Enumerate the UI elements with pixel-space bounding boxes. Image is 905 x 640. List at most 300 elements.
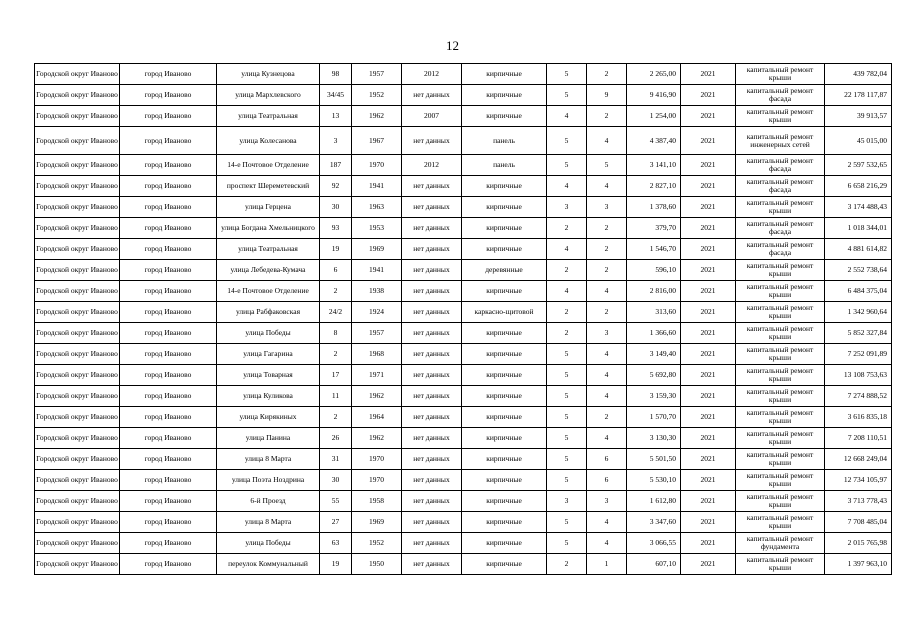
street-cell: улица Мархлевского [217,85,320,106]
settlement-cell: город Иваново [120,449,217,470]
plan-year-cell: 2021 [681,533,736,554]
street-cell: улица Лебедева-Кумача [217,260,320,281]
floors-cell: 2 [547,218,587,239]
settlement-cell: город Иваново [120,127,217,155]
entrances-cell: 2 [587,64,627,85]
table-row [35,386,892,407]
entrances-cell: 2 [587,260,627,281]
table-row [35,302,892,323]
last-repair-year-cell: 2012 [402,64,462,85]
cost-cell: 13 108 753,63 [825,365,892,386]
area-cell: 1 254,00 [627,106,681,127]
last-repair-year-cell: нет данных [402,449,462,470]
house-number-cell: 2 [320,407,352,428]
street-cell: улица Товарная [217,365,320,386]
cost-cell: 7 708 485,04 [825,512,892,533]
area-cell: 2 265,00 [627,64,681,85]
house-number-cell: 8 [320,323,352,344]
table-row [35,155,892,176]
last-repair-year-cell: нет данных [402,554,462,575]
settlement-cell: город Иваново [120,106,217,127]
work-type-cell: капитальный ремонт крыши [736,449,825,470]
cost-cell: 1 342 960,64 [825,302,892,323]
cost-cell: 2 552 738,64 [825,260,892,281]
settlement-cell: город Иваново [120,428,217,449]
cost-cell: 2 015 765,98 [825,533,892,554]
wall-material-cell: кирпичные [462,197,547,218]
entrances-cell: 2 [587,239,627,260]
house-number-cell: 2 [320,344,352,365]
settlement-cell: город Иваново [120,260,217,281]
settlement-cell: город Иваново [120,155,217,176]
table-row [35,554,892,575]
area-cell: 313,60 [627,302,681,323]
work-type-cell: капитальный ремонт крыши [736,260,825,281]
plan-year-cell: 2021 [681,554,736,575]
settlement-cell: город Иваново [120,365,217,386]
cost-cell: 6 658 216,29 [825,176,892,197]
last-repair-year-cell: 2007 [402,106,462,127]
cost-cell: 5 852 327,84 [825,323,892,344]
floors-cell: 2 [547,554,587,575]
plan-year-cell: 2021 [681,260,736,281]
last-repair-year-cell: нет данных [402,323,462,344]
municipality-cell: Городской округ Иваново [35,449,120,470]
last-repair-year-cell: нет данных [402,176,462,197]
floors-cell: 2 [547,260,587,281]
wall-material-cell: кирпичные [462,85,547,106]
year-built-cell: 1969 [352,512,402,533]
plan-year-cell: 2021 [681,64,736,85]
cost-cell: 22 178 117,87 [825,85,892,106]
street-cell: улица Театральная [217,106,320,127]
municipality-cell: Городской округ Иваново [35,197,120,218]
house-number-cell: 55 [320,491,352,512]
municipality-cell: Городской округ Иваново [35,344,120,365]
entrances-cell: 4 [587,344,627,365]
floors-cell: 5 [547,386,587,407]
last-repair-year-cell: нет данных [402,365,462,386]
year-built-cell: 1971 [352,365,402,386]
municipality-cell: Городской округ Иваново [35,302,120,323]
year-built-cell: 1969 [352,239,402,260]
street-cell: улица Кирякиных [217,407,320,428]
area-cell: 3 130,30 [627,428,681,449]
cost-cell: 1 397 963,10 [825,554,892,575]
municipality-cell: Городской округ Иваново [35,239,120,260]
street-cell: улица Панина [217,428,320,449]
cost-cell: 3 713 778,43 [825,491,892,512]
wall-material-cell: кирпичные [462,106,547,127]
floors-cell: 5 [547,512,587,533]
floors-cell: 5 [547,428,587,449]
table-row [35,64,892,85]
house-number-cell: 92 [320,176,352,197]
house-number-cell: 26 [320,428,352,449]
floors-cell: 5 [547,155,587,176]
work-type-cell: капитальный ремонт фасада [736,176,825,197]
cost-cell: 3 616 835,18 [825,407,892,428]
municipality-cell: Городской округ Иваново [35,155,120,176]
street-cell: улица Победы [217,323,320,344]
year-built-cell: 1962 [352,428,402,449]
entrances-cell: 4 [587,428,627,449]
floors-cell: 4 [547,281,587,302]
year-built-cell: 1941 [352,260,402,281]
year-built-cell: 1957 [352,64,402,85]
work-type-cell: капитальный ремонт крыши [736,407,825,428]
entrances-cell: 9 [587,85,627,106]
area-cell: 379,70 [627,218,681,239]
floors-cell: 5 [547,64,587,85]
municipality-cell: Городской округ Иваново [35,218,120,239]
table-row [35,106,892,127]
wall-material-cell: кирпичные [462,239,547,260]
settlement-cell: город Иваново [120,323,217,344]
floors-cell: 5 [547,407,587,428]
work-type-cell: капитальный ремонт крыши [736,491,825,512]
wall-material-cell: кирпичные [462,512,547,533]
entrances-cell: 4 [587,533,627,554]
plan-year-cell: 2021 [681,428,736,449]
street-cell: улица Победы [217,533,320,554]
area-cell: 5 501,50 [627,449,681,470]
table-row [35,470,892,491]
area-cell: 5 530,10 [627,470,681,491]
area-cell: 1 570,70 [627,407,681,428]
year-built-cell: 1941 [352,176,402,197]
municipality-cell: Городской округ Иваново [35,365,120,386]
year-built-cell: 1962 [352,106,402,127]
last-repair-year-cell: 2012 [402,155,462,176]
street-cell: улица Театральная [217,239,320,260]
entrances-cell: 4 [587,281,627,302]
table-row [35,365,892,386]
area-cell: 1 546,70 [627,239,681,260]
floors-cell: 5 [547,344,587,365]
entrances-cell: 3 [587,491,627,512]
area-cell: 1 612,80 [627,491,681,512]
plan-year-cell: 2021 [681,218,736,239]
last-repair-year-cell: нет данных [402,302,462,323]
house-number-cell: 24/2 [320,302,352,323]
plan-year-cell: 2021 [681,239,736,260]
street-cell: улица Поэта Ноздрина [217,470,320,491]
municipality-cell: Городской округ Иваново [35,64,120,85]
house-number-cell: 34/45 [320,85,352,106]
last-repair-year-cell: нет данных [402,533,462,554]
wall-material-cell: кирпичные [462,281,547,302]
entrances-cell: 2 [587,407,627,428]
area-cell: 2 816,00 [627,281,681,302]
wall-material-cell: деревянные [462,260,547,281]
work-type-cell: капитальный ремонт инженерных сетей [736,127,825,155]
house-number-cell: 3 [320,127,352,155]
year-built-cell: 1970 [352,470,402,491]
plan-year-cell: 2021 [681,155,736,176]
floors-cell: 5 [547,533,587,554]
area-cell: 1 366,60 [627,323,681,344]
house-number-cell: 98 [320,64,352,85]
floors-cell: 2 [547,323,587,344]
floors-cell: 5 [547,470,587,491]
last-repair-year-cell: нет данных [402,491,462,512]
floors-cell: 4 [547,239,587,260]
entrances-cell: 1 [587,554,627,575]
entrances-cell: 4 [587,386,627,407]
cost-cell: 12 734 105,97 [825,470,892,491]
settlement-cell: город Иваново [120,218,217,239]
wall-material-cell: кирпичные [462,491,547,512]
work-type-cell: капитальный ремонт крыши [736,554,825,575]
wall-material-cell: кирпичные [462,449,547,470]
plan-year-cell: 2021 [681,407,736,428]
table-row [35,239,892,260]
year-built-cell: 1962 [352,386,402,407]
floors-cell: 5 [547,365,587,386]
wall-material-cell: кирпичные [462,470,547,491]
house-number-cell: 17 [320,365,352,386]
work-type-cell: капитальный ремонт крыши [736,386,825,407]
settlement-cell: город Иваново [120,197,217,218]
table-row [35,85,892,106]
year-built-cell: 1967 [352,127,402,155]
street-cell: улица Куликова [217,386,320,407]
year-built-cell: 1970 [352,155,402,176]
plan-year-cell: 2021 [681,365,736,386]
plan-year-cell: 2021 [681,491,736,512]
area-cell: 607,10 [627,554,681,575]
street-cell: 6-й Проезд [217,491,320,512]
street-cell: улица Колесанова [217,127,320,155]
municipality-cell: Городской округ Иваново [35,470,120,491]
year-built-cell: 1952 [352,533,402,554]
entrances-cell: 6 [587,470,627,491]
wall-material-cell: кирпичные [462,554,547,575]
cost-cell: 39 913,57 [825,106,892,127]
street-cell: улица Гагарина [217,344,320,365]
table-row [35,176,892,197]
house-number-cell: 13 [320,106,352,127]
year-built-cell: 1963 [352,197,402,218]
plan-year-cell: 2021 [681,449,736,470]
wall-material-cell: кирпичные [462,386,547,407]
year-built-cell: 1938 [352,281,402,302]
house-number-cell: 2 [320,281,352,302]
house-number-cell: 93 [320,218,352,239]
wall-material-cell: каркасно-щитовой [462,302,547,323]
area-cell: 3 347,60 [627,512,681,533]
area-cell: 2 827,10 [627,176,681,197]
entrances-cell: 4 [587,365,627,386]
work-type-cell: капитальный ремонт фасада [736,85,825,106]
table-row [35,127,892,155]
table-row [35,449,892,470]
wall-material-cell: кирпичные [462,533,547,554]
floors-cell: 5 [547,85,587,106]
entrances-cell: 2 [587,302,627,323]
area-cell: 4 387,40 [627,127,681,155]
table-row [35,512,892,533]
floors-cell: 4 [547,106,587,127]
house-number-cell: 19 [320,239,352,260]
floors-cell: 3 [547,491,587,512]
table-row [35,533,892,554]
settlement-cell: город Иваново [120,176,217,197]
street-cell: 14-е Почтовое Отделение [217,281,320,302]
last-repair-year-cell: нет данных [402,85,462,106]
work-type-cell: капитальный ремонт крыши [736,64,825,85]
last-repair-year-cell: нет данных [402,239,462,260]
settlement-cell: город Иваново [120,407,217,428]
settlement-cell: город Иваново [120,85,217,106]
last-repair-year-cell: нет данных [402,197,462,218]
street-cell: улица Рабфаковская [217,302,320,323]
street-cell: проспект Шереметевский [217,176,320,197]
municipality-cell: Городской округ Иваново [35,85,120,106]
area-cell: 9 416,90 [627,85,681,106]
work-type-cell: капитальный ремонт крыши [736,512,825,533]
settlement-cell: город Иваново [120,554,217,575]
floors-cell: 5 [547,127,587,155]
settlement-cell: город Иваново [120,281,217,302]
year-built-cell: 1924 [352,302,402,323]
house-number-cell: 19 [320,554,352,575]
table-row [35,407,892,428]
municipality-cell: Городской округ Иваново [35,127,120,155]
house-number-cell: 187 [320,155,352,176]
street-cell: улица Богдана Хмельницкого [217,218,320,239]
floors-cell: 2 [547,302,587,323]
plan-year-cell: 2021 [681,344,736,365]
plan-year-cell: 2021 [681,470,736,491]
work-type-cell: капитальный ремонт крыши [736,344,825,365]
work-type-cell: капитальный ремонт крыши [736,281,825,302]
plan-year-cell: 2021 [681,197,736,218]
last-repair-year-cell: нет данных [402,470,462,491]
wall-material-cell: кирпичные [462,428,547,449]
cost-cell: 1 018 344,01 [825,218,892,239]
last-repair-year-cell: нет данных [402,218,462,239]
settlement-cell: город Иваново [120,386,217,407]
municipality-cell: Городской округ Иваново [35,323,120,344]
street-cell: улица 8 Марта [217,512,320,533]
street-cell: переулок Коммунальный [217,554,320,575]
wall-material-cell: кирпичные [462,344,547,365]
work-type-cell: капитальный ремонт крыши [736,470,825,491]
work-type-cell: капитальный ремонт крыши [736,323,825,344]
year-built-cell: 1964 [352,407,402,428]
table-row [35,260,892,281]
settlement-cell: город Иваново [120,344,217,365]
house-number-cell: 6 [320,260,352,281]
area-cell: 3 066,55 [627,533,681,554]
work-type-cell: капитальный ремонт крыши [736,428,825,449]
entrances-cell: 3 [587,197,627,218]
entrances-cell: 2 [587,106,627,127]
table-row [35,323,892,344]
last-repair-year-cell: нет данных [402,512,462,533]
plan-year-cell: 2021 [681,85,736,106]
table-body [35,64,892,575]
last-repair-year-cell: нет данных [402,127,462,155]
municipality-cell: Городской округ Иваново [35,407,120,428]
work-type-cell: капитальный ремонт фасада [736,218,825,239]
floors-cell: 5 [547,449,587,470]
table-row [35,344,892,365]
cost-cell: 4 881 614,82 [825,239,892,260]
work-type-cell: капитальный ремонт фасада [736,155,825,176]
year-built-cell: 1958 [352,491,402,512]
cost-cell: 12 668 249,04 [825,449,892,470]
street-cell: 14-е Почтовое Отделение [217,155,320,176]
house-number-cell: 11 [320,386,352,407]
wall-material-cell: панель [462,155,547,176]
work-type-cell: капитальный ремонт крыши [736,365,825,386]
cost-cell: 2 597 532,65 [825,155,892,176]
municipality-cell: Городской округ Иваново [35,512,120,533]
municipality-cell: Городской округ Иваново [35,260,120,281]
municipality-cell: Городской округ Иваново [35,533,120,554]
settlement-cell: город Иваново [120,64,217,85]
entrances-cell: 5 [587,155,627,176]
last-repair-year-cell: нет данных [402,344,462,365]
plan-year-cell: 2021 [681,302,736,323]
cost-cell: 3 174 488,43 [825,197,892,218]
work-type-cell: капитальный ремонт фасада [736,239,825,260]
wall-material-cell: кирпичные [462,323,547,344]
area-cell: 3 149,40 [627,344,681,365]
table-row [35,428,892,449]
entrances-cell: 3 [587,323,627,344]
work-type-cell: капитальный ремонт крыши [736,302,825,323]
municipality-cell: Городской округ Иваново [35,106,120,127]
plan-year-cell: 2021 [681,323,736,344]
last-repair-year-cell: нет данных [402,407,462,428]
cost-cell: 7 274 888,52 [825,386,892,407]
cost-cell: 6 484 375,04 [825,281,892,302]
municipality-cell: Городской округ Иваново [35,281,120,302]
entrances-cell: 4 [587,512,627,533]
entrances-cell: 2 [587,218,627,239]
plan-year-cell: 2021 [681,106,736,127]
wall-material-cell: кирпичные [462,407,547,428]
house-number-cell: 31 [320,449,352,470]
year-built-cell: 1953 [352,218,402,239]
wall-material-cell: кирпичные [462,176,547,197]
wall-material-cell: панель [462,127,547,155]
plan-year-cell: 2021 [681,176,736,197]
cost-cell: 45 015,00 [825,127,892,155]
municipality-cell: Городской округ Иваново [35,428,120,449]
year-built-cell: 1968 [352,344,402,365]
entrances-cell: 6 [587,449,627,470]
area-cell: 1 378,60 [627,197,681,218]
year-built-cell: 1950 [352,554,402,575]
area-cell: 3 141,10 [627,155,681,176]
street-cell: улица 8 Марта [217,449,320,470]
area-cell: 5 692,80 [627,365,681,386]
year-built-cell: 1957 [352,323,402,344]
settlement-cell: город Иваново [120,491,217,512]
house-number-cell: 27 [320,512,352,533]
municipality-cell: Городской округ Иваново [35,491,120,512]
street-cell: улица Кузнецова [217,64,320,85]
house-number-cell: 30 [320,197,352,218]
floors-cell: 4 [547,176,587,197]
work-type-cell: капитальный ремонт крыши [736,106,825,127]
buildings-table [34,63,892,575]
